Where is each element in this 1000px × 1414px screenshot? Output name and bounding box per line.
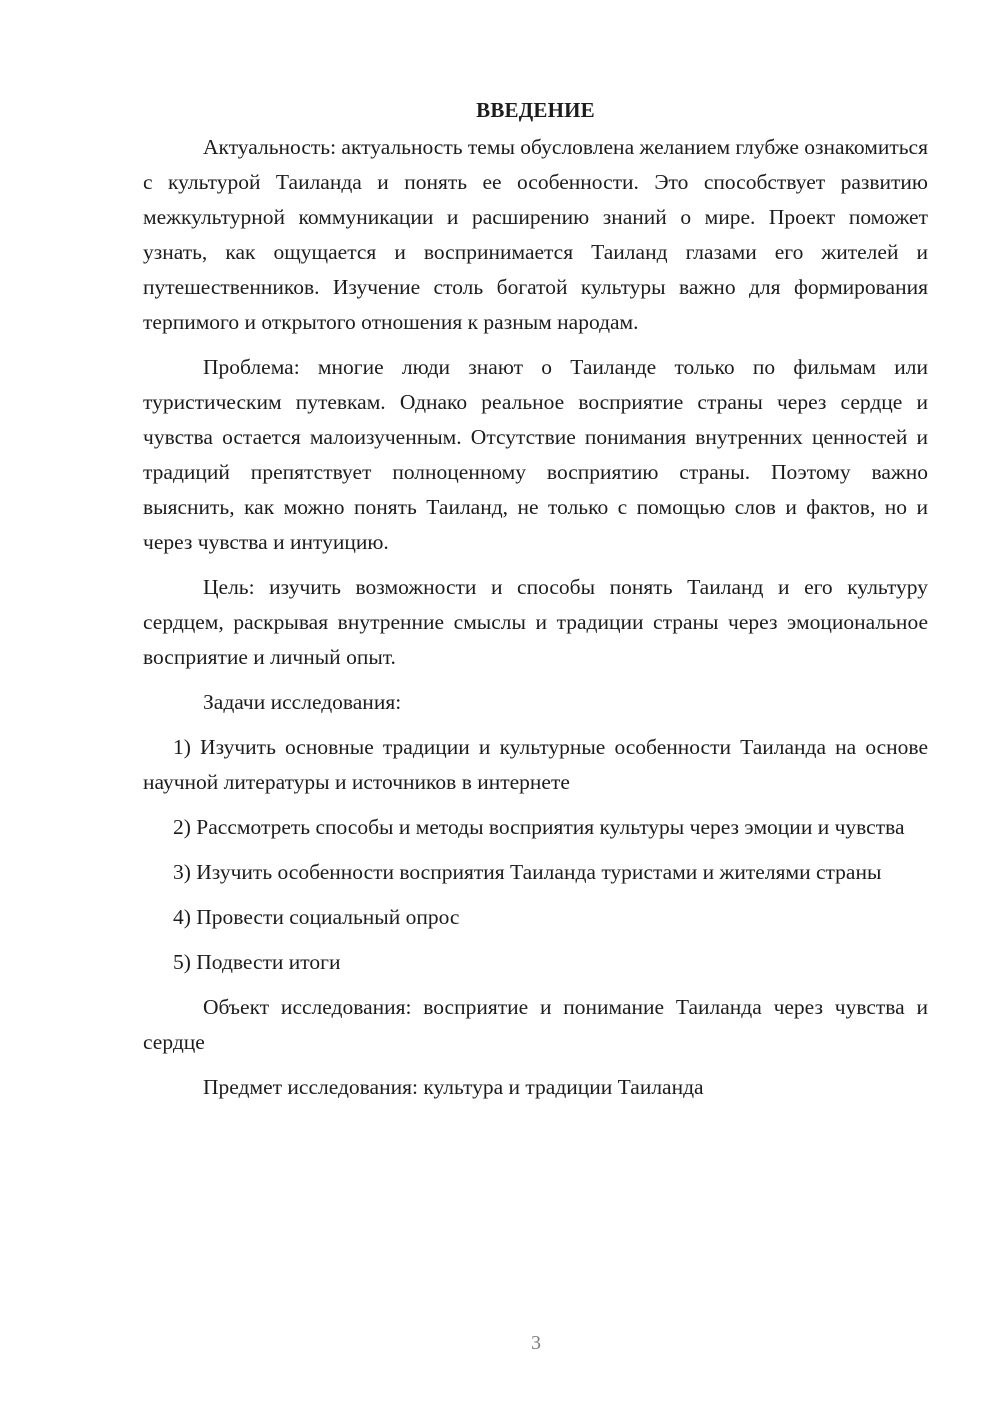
page-number: 3 <box>531 1332 541 1354</box>
task-item-5: 5) Подвести итоги <box>173 950 341 974</box>
paragraph-problem: Проблема: многие люди знают о Таиланде только по фильмам или туристическим путевкам. Однако реальное восприятие страны через сердце и чувства остается малоизученным. Отсутствие понимания внутренних ценностей и традиций препятствует полноценному восприятию страны. Поэтому важно выяснить, как можно понять Таиланд, не только с помощью слов и фактов, но и через чувства и интуицию. <box>143 355 928 554</box>
tasks-title: Задачи исследования: <box>203 690 402 714</box>
task-item-1: 1) Изучить основные традиции и культурные особенности Таиланда на основе научной литературы и источников в интернете <box>143 735 928 794</box>
paragraph-object: Объект исследования: восприятие и понимание Таиланда через чувства и сердце <box>143 995 928 1054</box>
section-heading: ВВЕДЕНИЕ <box>476 98 595 122</box>
paragraph-goal: Цель: изучить возможности и способы понять Таиланд и его культуру сердцем, раскрывая внутренние смыслы и традиции страны через эмоциональное восприятие и личный опыт. <box>143 575 928 669</box>
paragraph-subject: Предмет исследования: культура и традиции Таиланда <box>203 1075 704 1099</box>
paragraph-relevance: Актуальность: актуальность темы обусловлена желанием глубже ознакомиться с культурой Таиланда и понять ее особенности. Это способствует развитию межкультурной коммуникации и расширению знаний о мире. Проект поможет узнать, как ощущается и воспринимается Таиланд глазами его жителей и путешественников. Изучение столь богатой культуры важно для формирования терпимого и открытого отношения к разным народам. <box>143 135 928 334</box>
task-item-4: 4) Провести социальный опрос <box>173 905 460 929</box>
task-item-2: 2) Рассмотреть способы и методы восприятия культуры через эмоции и чувства <box>173 815 905 839</box>
document-page <box>143 96 928 1115</box>
task-item-3: 3) Изучить особенности восприятия Таиланда туристами и жителями страны <box>173 860 882 884</box>
